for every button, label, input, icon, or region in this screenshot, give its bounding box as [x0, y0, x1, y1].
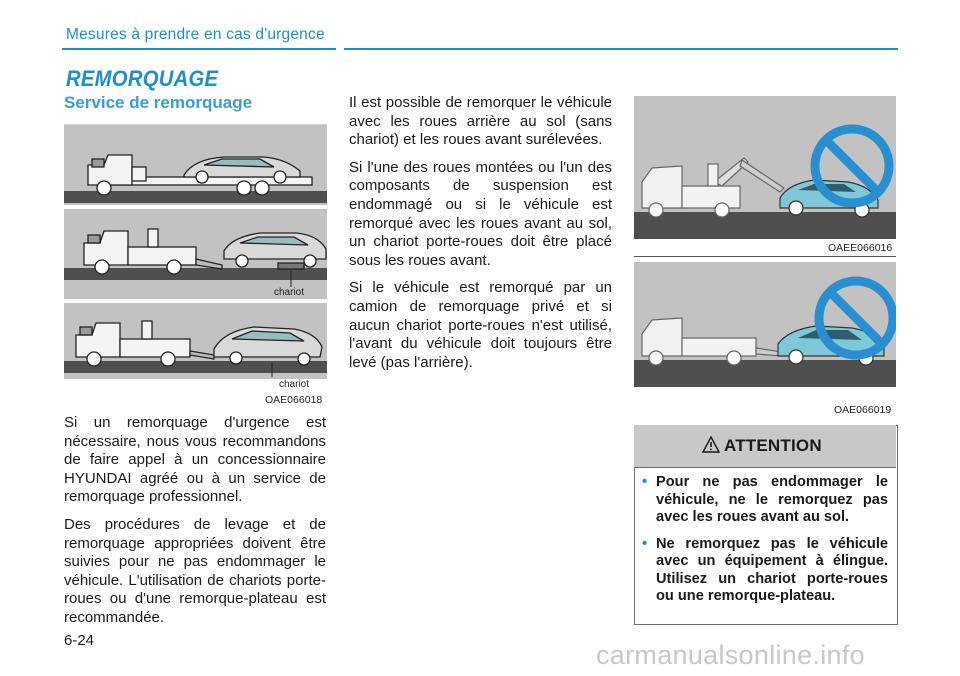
running-header: Mesures à prendre en cas d'urgence	[66, 26, 325, 43]
towing-methods-illustration	[64, 125, 327, 379]
attention-item-1	[642, 474, 888, 527]
watermark: carmanualsonline.info	[596, 640, 865, 670]
chariot-label-1: chariot	[274, 287, 305, 298]
left-text-column	[64, 414, 326, 637]
flatbed-prohibited-figure	[634, 262, 896, 387]
middle-paragraph-3: Si le véhicule est remorqué par un camion de remorquage privé et si aucun chariot porte-roues n'est utilisé, l'avant du véhicule doit toujours être levé (pas l'arrière).	[349, 279, 612, 371]
bullet-icon: •	[642, 474, 648, 490]
subsection-title: Service de remorquage	[64, 93, 253, 112]
tow-truck-illustration	[634, 96, 896, 239]
bullet-icon: •	[642, 535, 648, 552]
figure-code-left: OAE066018	[265, 394, 323, 406]
attention-item-2	[642, 536, 888, 606]
section-title: REMORQUAGE	[66, 66, 219, 91]
header-rule-gap	[336, 44, 344, 52]
figure-code-right-2: OAE066019	[834, 404, 892, 416]
flatbed-illustration	[634, 262, 896, 387]
chariot-label-2: chariot	[279, 379, 310, 390]
towing-methods-figure	[64, 124, 327, 379]
left-paragraph-2: Des procédures de levage et de remorquage appropriées doivent être suivies pour ne pas endommager le véhicule. L'utilisation de chariots porte-roues ou d'une remorque-plateau est recommandée.	[64, 515, 326, 626]
attention-item-2-text: Ne remorquez pas le véhicule avec un équipement à élingue. Utilisez un chariot porte-roues ou une remorque-plateau.	[656, 535, 888, 604]
figure-separator	[634, 256, 896, 257]
tow-truck-prohibited-figure	[634, 96, 896, 239]
attention-item-1-text: Pour ne pas endommager le véhicule, ne le remorquez pas avec les roues avant au sol.	[656, 474, 888, 525]
attention-list	[642, 474, 888, 615]
left-paragraph-1: Si un remorquage d'urgence est nécessaire, nous vous recommandons de faire appel à un concessionnaire HYUNDAI agréé ou à un service de remorquage professionnel.	[64, 414, 326, 506]
figure-code-right-1: OAEE066016	[828, 242, 893, 254]
header-rule	[62, 48, 898, 50]
warning-triangle-icon	[702, 436, 720, 458]
attention-title: ATTENTION	[724, 436, 822, 455]
page-number: 6-24	[64, 632, 95, 649]
middle-text-column	[349, 94, 612, 381]
middle-paragraph-1: Il est possible de remorquer le véhicule avec les roues arrière au sol (sans chariot) et les roues avant surélevées.	[349, 94, 612, 149]
middle-paragraph-2: Si l'une des roues montées ou l'un des composants de suspension est endommagé ou si le véhicule est remorqué avec les roues avant au sol, un chariot porte-roues doit être placé sous les roues avant.	[349, 158, 612, 269]
